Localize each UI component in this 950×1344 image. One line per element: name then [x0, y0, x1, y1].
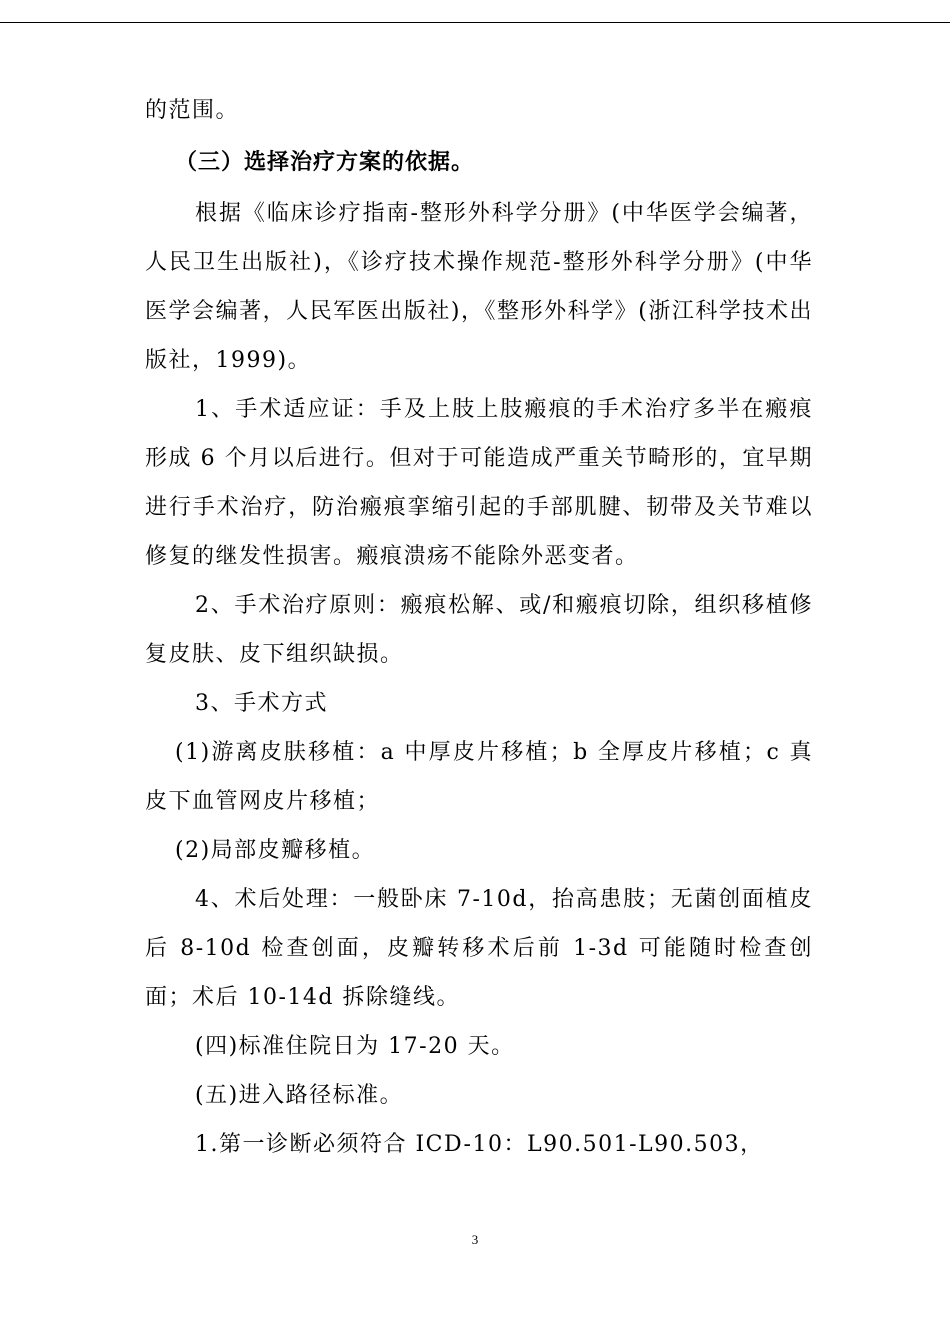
- section-heading-3: （三）选择治疗方案的依据。: [175, 150, 475, 175]
- paragraph-method-1: (1)游离皮肤移植：a 中厚皮片移植；b 全厚皮片移植；c 真皮下血管网皮片移植；: [145, 740, 813, 814]
- paragraph-principles: 2、手术治疗原则：瘢痕松解、或/和瘢痕切除，组织移植修复皮肤、皮下组织缺损。: [145, 593, 813, 667]
- section-heading-5: (五)进入路径标准。: [195, 1083, 404, 1108]
- header-rule: [0, 22, 950, 23]
- page-number: 3: [471, 1232, 479, 1247]
- paragraph-indications: 1、手术适应证：手及上肢上肢瘢痕的手术治疗多半在瘢痕形成 6 个月以后进行。但对于可能造成严重关节畸形的，宜早期进行手术治疗，防治瘢痕挛缩引起的手部肌腱、韧带及关节难以修复的继发性损害。瘢痕溃疡不能除外恶变者。: [145, 397, 813, 569]
- paragraph-postop: 4、术后处理：一般卧床 7-10d，抬高患肢；无菌创面植皮后 8-10d 检查创面，皮瓣转移术后前 1-3d 可能随时检查创面；术后 10-14d 拆除缝线。: [145, 887, 813, 1010]
- paragraph-method-2: (2)局部皮瓣移植。: [175, 838, 376, 863]
- section-heading-4: (四)标准住院日为 17-20 天。: [195, 1034, 515, 1059]
- paragraph-methods-title: 3、手术方式: [195, 691, 328, 716]
- document-body: [145, 86, 813, 1169]
- paragraph-continuation: 的范围。: [145, 98, 240, 123]
- paragraph-diagnosis: 1.第一诊断必须符合 ICD-10：L90.501-L90.503，: [195, 1132, 764, 1157]
- paragraph-basis: 根据《临床诊疗指南-整形外科学分册》(中华医学会编著，人民卫生出版社)，《诊疗技术操作规范-整形外科学分册》(中华医学会编著，人民军医出版社)，《整形外科学》(浙江科学技术出版社，1999)。: [145, 201, 813, 373]
